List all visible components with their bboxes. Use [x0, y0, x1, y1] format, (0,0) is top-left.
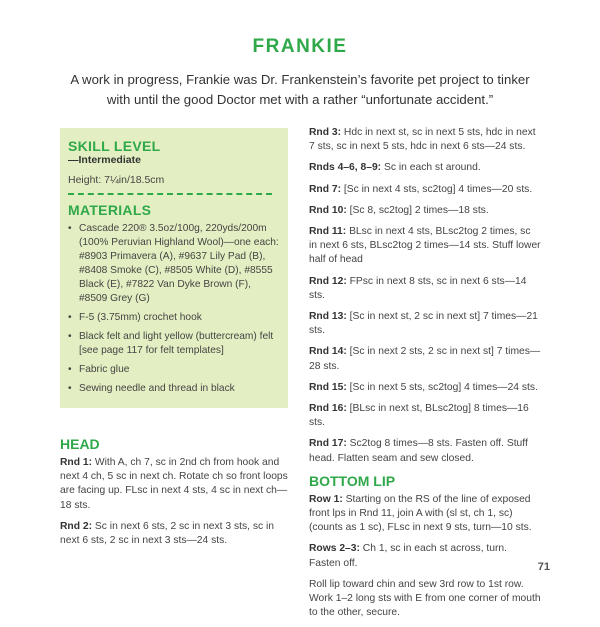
round-instruction: [309, 126, 541, 154]
round-text: [Sc in next st, 2 sc in next st] 7 times—21 sts.: [309, 311, 538, 337]
round-instruction: [309, 183, 541, 197]
round-label: Rnd 17:: [309, 438, 347, 450]
materials-list: [68, 222, 280, 396]
round-label: Rnd 10:: [309, 204, 347, 216]
head-heading: HEAD: [60, 436, 100, 452]
round-label: Rnd 1:: [60, 457, 93, 468]
round-text: Sc in next 6 sts, 2 sc in next 3 sts, sc in next 6 sts, 2 sc in next 3 sts—24 sts.: [60, 520, 275, 547]
round-text: [Sc 8, sc2tog] 2 times—18 sts.: [346, 204, 489, 216]
round-text: [BLsc in next st, BLsc2tog] 8 times—16 sts.: [309, 403, 529, 429]
round-label: Rnd 16:: [309, 403, 347, 415]
height-text: Height: 7¼in/18.5cm: [68, 174, 165, 186]
round-label: Rnd 11:: [309, 226, 347, 238]
list-item: • Cascade 220® 3.5oz/100g, 220yds/200m (100% Peruvian Highland Wool)—one each: #8903 Primavera (A), #9637 Lily Pad (B), #8408 Smoke (C), #8505 White (D), #8555 Black (E), #7822 Van Dyke Brown (F), #8509 Grey (G): [68, 222, 280, 306]
intro-text: A work in progress, Frankie was Dr. Frankenstein’s favorite pet project to tinker with until the good Doctor met with a rather “unfortunate accident.”: [70, 72, 530, 107]
skill-level-value: —Intermediate: [68, 154, 141, 166]
round-instruction: [309, 275, 541, 303]
finishing-instruction: Roll lip toward chin and sew 3rd row to 1st row. Work 1–2 long sts with E from one corner of mouth to the other, secure.: [309, 578, 541, 619]
round-instruction: [309, 402, 541, 430]
round-instruction: [309, 161, 541, 175]
round-text: [Sc in next 2 sts, 2 sc in next st] 7 times—28 sts.: [309, 346, 541, 372]
page-number: 71: [537, 561, 550, 573]
round-label: Rnd 2:: [60, 520, 93, 532]
round-instruction: [309, 437, 541, 465]
round-text: Hdc in next st, sc in next 5 sts, hdc in next 7 sts, sc in next 5 sts, hdc in next 6 sts—24 sts.: [309, 127, 536, 153]
round-instruction: [60, 520, 288, 548]
round-instruction: [309, 204, 541, 218]
dashed-divider: [68, 193, 272, 195]
round-label: Rnds 4–6, 8–9:: [309, 162, 382, 174]
materials-heading: MATERIALS: [68, 202, 152, 218]
round-label: Rnd 14:: [309, 346, 347, 358]
round-instruction: [309, 345, 541, 373]
round-instruction: [60, 456, 288, 513]
list-item: • F-5 (3.75mm) crochet hook: [68, 311, 280, 325]
round-label: Rnd 15:: [309, 381, 347, 393]
page-title: FRANKIE: [252, 36, 348, 57]
round-text: Sc in each st around.: [381, 162, 481, 174]
round-instruction: [309, 225, 541, 268]
round-text: Sc2tog 8 times—8 sts. Fasten off. Stuff head. Flatten seam and sew closed.: [309, 438, 528, 464]
round-text: With A, ch 7, sc in 2nd ch from hook and next 4 ch, 5 sc in next ch. Rotate ch so front loops are facing up. FLsc in next 4 sts, 4 sc in next ch—18 sts.: [60, 457, 288, 511]
round-instruction: [309, 381, 541, 395]
info-panel: [60, 128, 288, 408]
row-instruction: [309, 542, 541, 570]
round-label: Rnd 13:: [309, 311, 347, 323]
row-text: Starting on the RS of the line of exposed front lps in Rnd 11, join A with (sl st, ch 1, sc) (counts as 1 sc), FLsc in next 9 sts, turn—10 sts.: [309, 493, 532, 534]
row-instruction: [309, 493, 541, 536]
row-label: Row 1:: [309, 493, 343, 505]
round-text: FPsc in next 8 sts, sc in next 6 sts—14 sts.: [309, 275, 527, 301]
round-instruction: [309, 310, 541, 338]
right-column: [309, 126, 541, 627]
list-item: • Sewing needle and thread in black: [68, 382, 280, 396]
round-label: Rnd 12:: [309, 275, 347, 287]
round-label: Rnd 3:: [309, 127, 342, 138]
round-label: Rnd 7:: [309, 183, 342, 195]
round-text: [Sc in next 5 sts, sc2tog] 4 times—24 sts.: [346, 381, 538, 393]
bottom-lip-heading: BOTTOM LIP: [309, 472, 396, 489]
row-text: Ch 1, sc in each st across, turn. Fasten off.: [309, 543, 508, 569]
skill-level-heading: SKILL LEVEL: [68, 138, 161, 154]
round-text: [Sc in next 4 sts, sc2tog] 4 times—20 sts.: [341, 183, 533, 195]
row-label: Rows 2–3:: [309, 543, 360, 555]
left-column: [60, 430, 288, 555]
list-item: • Black felt and light yellow (buttercream) felt [see page 117 for felt templates]: [68, 330, 280, 358]
round-text: BLsc in next 4 sts, BLsc2tog 2 times, sc in next 6 sts, BLsc2tog 2 times—14 sts. Stuff lower half of head: [309, 226, 541, 266]
list-item: • Fabric glue: [68, 363, 280, 377]
